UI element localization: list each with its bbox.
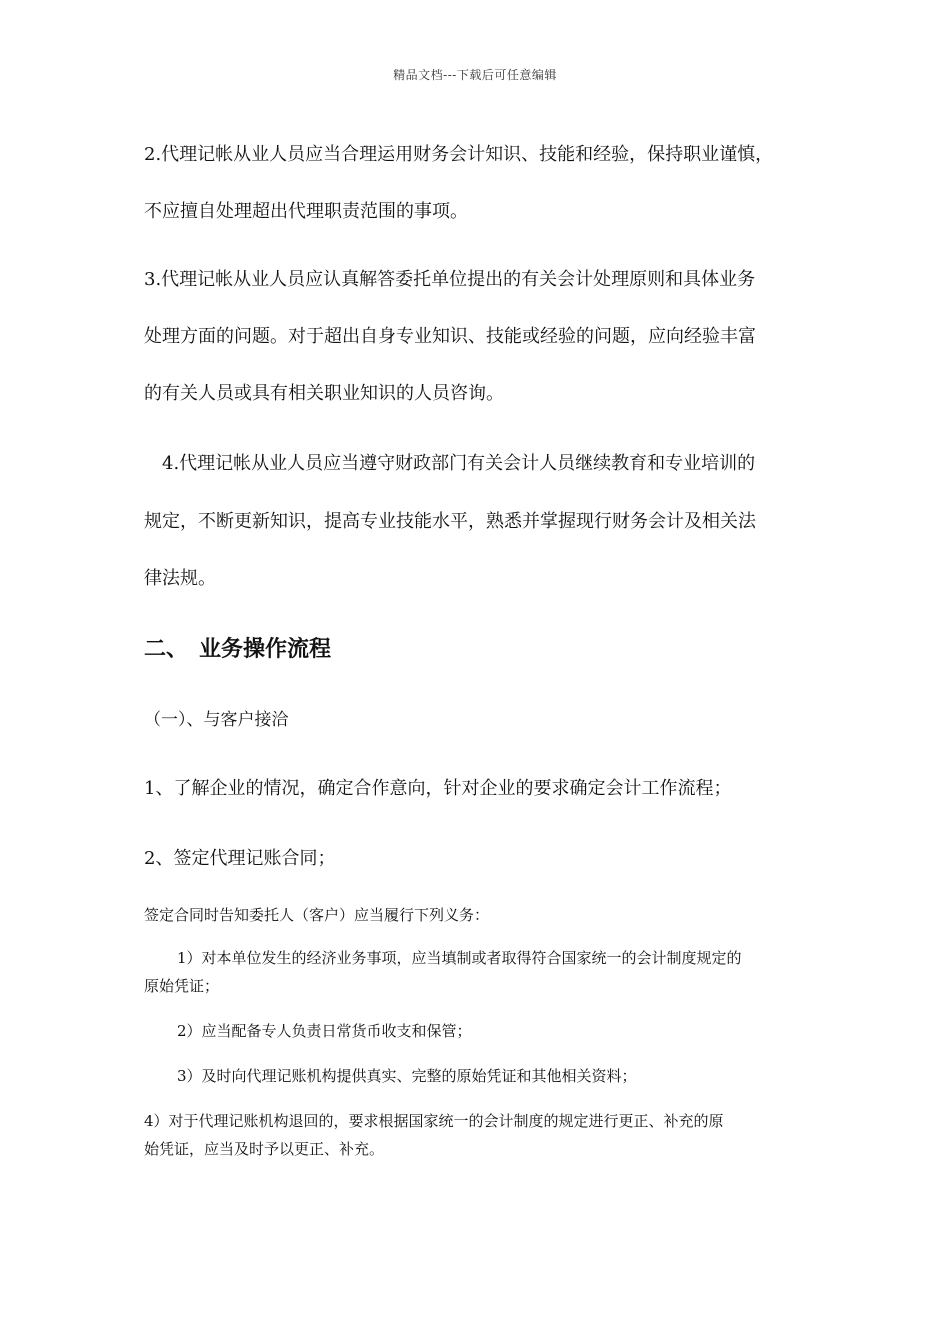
- paragraph-3-line-3: 的有关人员或具有相关职业知识的人员咨询。: [144, 383, 504, 404]
- paragraph-2-line-1: 2.代理记帐从业人员应当合理运用财务会计知识、技能和经验，保持职业谨慎，: [144, 144, 774, 165]
- paragraph-4-line-2: 规定，不断更新知识，提高专业技能水平，熟悉并掌握现行财务会计及相关法: [144, 511, 756, 532]
- duty-4-line-1: 4）对于代理记账机构退回的，要求根据国家统一的会计制度的规定进行更正、补充的原: [144, 1112, 724, 1130]
- paragraph-2-line-2: 不应擅自处理超出代理职责范围的事项。: [144, 201, 468, 222]
- paragraph-4-line-1: 4.代理记帐从业人员应当遵守财政部门有关会计人员继续教育和专业培训的: [162, 453, 756, 474]
- page-header: 精品文档---下载后可任意编辑: [393, 68, 557, 82]
- duty-4-line-2: 始凭证，应当及时予以更正、补充。: [144, 1140, 385, 1158]
- duties-intro: 签定合同时告知委托人（客户）应当履行下列义务：: [144, 906, 490, 924]
- step-2: 2、签定代理记账合同；: [144, 848, 336, 869]
- section-title: 业务操作流程: [199, 636, 332, 662]
- paragraph-3-line-1: 3.代理记帐从业人员应认真解答委托单位提出的有关会计处理原则和具体业务: [144, 269, 756, 290]
- step-1: 1、了解企业的情况，确定合作意向，针对企业的要求确定会计工作流程；: [144, 778, 732, 799]
- duty-1-line-2: 原始凭证；: [144, 977, 220, 995]
- subsection-title: （一）、与客户接洽: [144, 710, 289, 730]
- paragraph-3-line-2: 处理方面的问题。对于超出自身专业知识、技能或经验的问题，应向经验丰富: [144, 326, 756, 347]
- section-number: 二、: [144, 636, 189, 662]
- paragraph-4-line-3: 律法规。: [144, 568, 216, 589]
- duty-3: 3）及时向代理记账机构提供真实、完整的原始凭证和其他相关资料；: [177, 1067, 637, 1085]
- duty-2: 2）应当配备专人负责日常货币收支和保管；: [177, 1022, 472, 1040]
- duty-1-line-1: 1）对本单位发生的经济业务事项，应当填制或者取得符合国家统一的会计制度规定的: [177, 949, 742, 967]
